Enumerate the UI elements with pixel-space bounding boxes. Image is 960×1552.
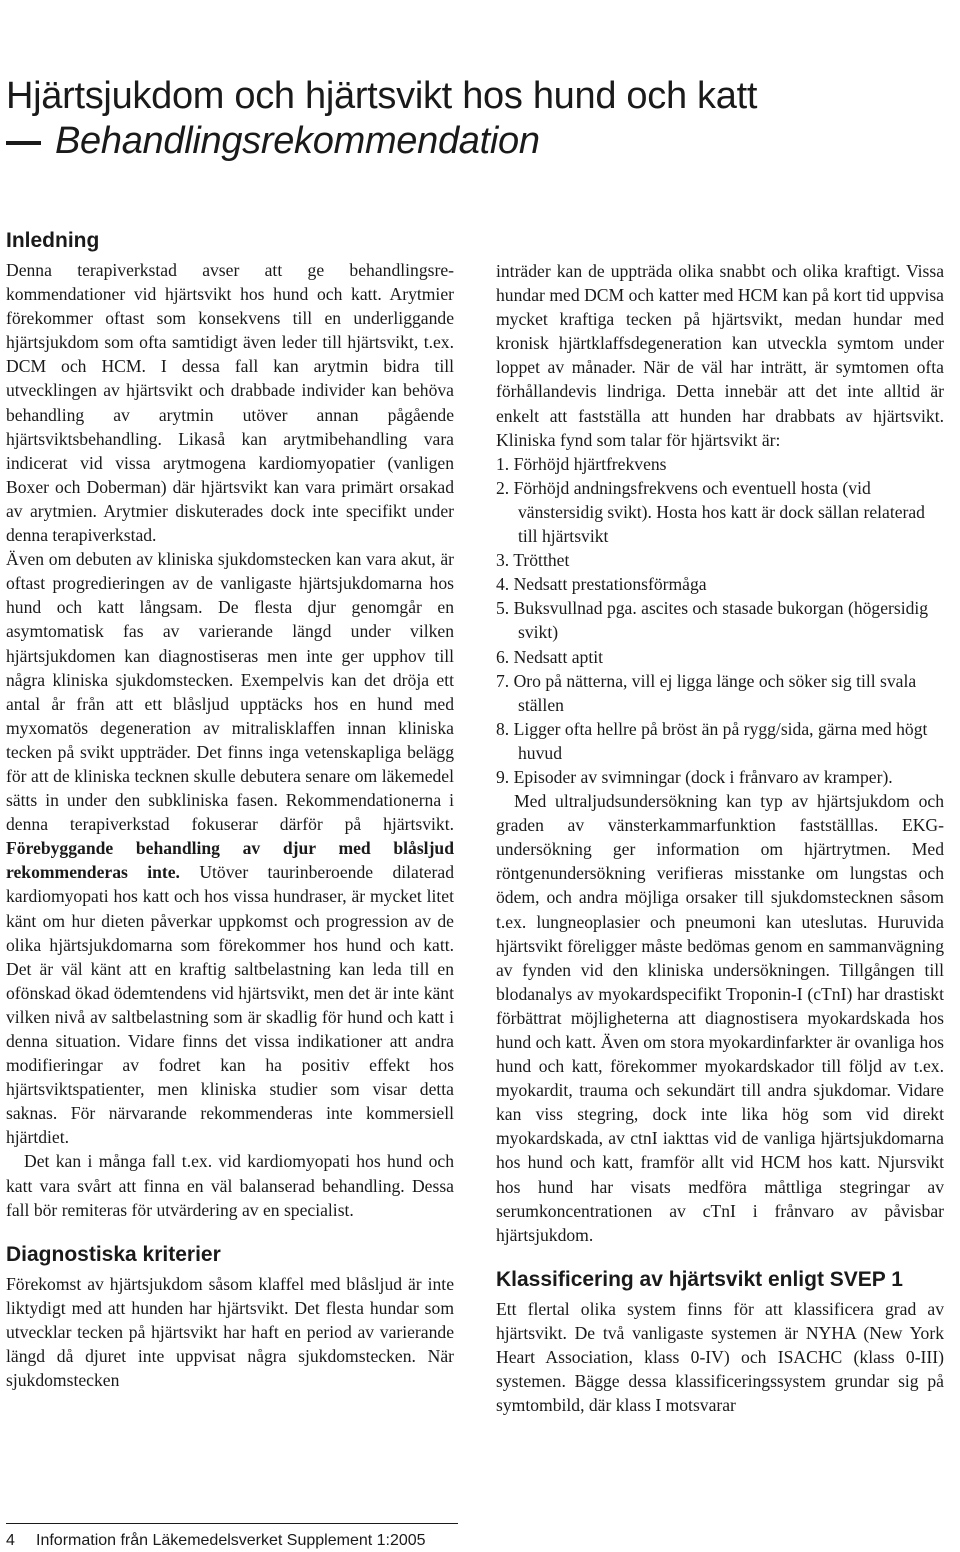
right-column bbox=[496, 259, 944, 1417]
paragraph-diagnostics: Förekomst av hjärtsjukdom såsom klaffel med blåsljud är inte liktydigt med att hunden har hjärtsvikt. Det flesta hundar som utvecklar tecken på hjärtsvikt har haft en period av varierande längd då djuret inte uppvisat några sjukdomstecken. När sjukdomstecken bbox=[6, 1273, 454, 1391]
list-item: 9. Episoder av svimningar (dock i frånvaro av kramper). bbox=[496, 766, 893, 787]
heading-diagnostiska-kriterier: Diagnostiska kriterier bbox=[6, 1242, 221, 1266]
list-item: 3. Trötthet bbox=[496, 550, 570, 571]
paragraph-progression-text-b: Utöver taurinberoende dilaterad kardiomyopati hos katt och hos vissa hundraser, är mycket litet känt om hur dieten påverkar uppkomst och progression av de olika hjärtsjukdomarna som förekommer hos hund och katt. Det är väl känt att en kraftig saltbelastning kan leda till en ofönskad ökad ödemtendens vid hjärtsvikt, men det är inte känt vilken nivå av saltbelastning som är skadlig för hund och katt i denna situation. Vidare finns det vissa indikationer att andra modifieringar av fodret kan ha positiv effekt hos hjärtsviktspatienter, men kliniska studier som visar detta saknas. För närvarande rekommenderas inte kommersiell hjärtdiet. bbox=[6, 862, 454, 1148]
subtitle-text: Behandlingsrekommendation bbox=[55, 120, 540, 162]
heading-klassificering: Klassificering av hjärtsvikt enligt SVEP 1 bbox=[496, 1267, 903, 1291]
paragraph-progression-text-a: Även om debuten av kliniska sjukdomstecken kan vara akut, är oftast progredieringen av de vanligaste hjärtsjukdomarna hos hund och katt långsam. De flesta djur genomgår en asymtomatisk fas av varierande längd under vilken hjärtsjukdomen kan diagnostiseras men inte ger upphov till några kliniska sjukdomstecken. Exempelvis kan det dröja ett antal år från att ett blåsljud upptäcks hos en hund med myxomatös degeneration av mitralisklaffen innan kliniska tecken på svikt uppträder. Det finns inga vetenskapliga belägg för att de kliniska tecknen skulle debutera senare om läkemedel sätts in under den subkliniska fasen. Rekommendationerna i denna terapiverkstad fokuserar därför på hjärtsvikt. bbox=[6, 549, 454, 835]
paragraph-intro: Denna terapiverkstad avser att ge behandlingsrekommendationer vid hjärtsvikt hos hund och katt. Arytmier förekommer oftast som konsekvens till en underliggande hjärtsjukdom som ofta samtidigt även leder till hjärtsvikt, t.ex. DCM och HCM. I dessa fall kan arytmin bidra till utvecklingen av hjärtsvikt och drabbade individer kan behöva behandling av arytmin utöver annan pågående hjärtsviktsbehandling. Likaså kan arytmibehandling vara indicerat vid vissa arytmogena kardiomyopatier (vanligen Boxer och Doberman) där hjärtsvikt kan vara primärt orsakad av arytmien. Arytmier diskuterades dock inte specifikt under denna terapiverkstad. bbox=[6, 260, 454, 546]
clinical-findings-list bbox=[496, 452, 944, 789]
list-item: 8. Ligger ofta hellre på bröst än på rygg/sida, gärna med högt huvud bbox=[496, 718, 928, 763]
paragraph-progression bbox=[6, 547, 454, 1149]
list-item: 6. Nedsatt aptit bbox=[496, 646, 604, 667]
list-item: 1. Förhöjd hjärtfrekvens bbox=[496, 453, 667, 474]
paragraph-symptoms-intro: inträder kan de uppträda olika snabbt och olika kraftigt. Vissa hundar med DCM och katter med HCM kan på kort tid uppvisa mycket kraftiga tecken på hjärtsvikt, medan hundar med kronisk hjärtklaffsdegeneration kan utveckla symtom under loppet av månader. När de väl har inträtt, är symtomen ofta förhållandevis lindriga. Detta innebär att det inte alltid är enkelt att fastställa att hunden har drabbats av hjärtsvikt. Kliniska fynd som talar för hjärtsvikt är: bbox=[496, 261, 944, 450]
publication-name: Information från Läkemedelsverket Supplement 1:2005 bbox=[36, 1532, 426, 1549]
page-title: Hjärtsjukdom och hjärtsvikt hos hund och katt bbox=[6, 75, 758, 117]
list-item: 4. Nedsatt prestationsförmåga bbox=[496, 574, 707, 595]
left-column bbox=[6, 226, 454, 1392]
paragraph-specialist: Det kan i många fall t.ex. vid kardiomyopati hos hund och katt vara svårt att finna en väl balanserad behandling. Dessa fall bör remiteras för utvärdering av en specialist. bbox=[6, 1151, 454, 1220]
heading-inledning: Inledning bbox=[6, 229, 100, 252]
page-footer bbox=[6, 1523, 458, 1551]
paragraph-progression-bold: Förebyggande behandling av djur med blåsljud rekommenderas inte. bbox=[6, 838, 454, 883]
list-item: 2. Förhöjd andningsfrekvens och eventuell hosta (vid vänstersidig svikt). Hosta hos katt är dock sällan relaterad till hjärtsvikt bbox=[496, 477, 925, 547]
list-item: 7. Oro på nätterna, vill ej ligga länge och söker sig till svala ställen bbox=[496, 670, 917, 715]
page-subtitle bbox=[6, 117, 956, 165]
page-number: 4 bbox=[6, 1532, 15, 1549]
paragraph-examination: Med ultraljudsundersökning kan typ av hjärtsjukdom och graden av vänsterkammarfunktion fastställlas. EKG-undersökning ger information om hjärtrytmen. Med röntgenundersökning verifieras misstanke om lungstas och ödem, och andra möjliga orsaker till sjukdomstecknen såsom t.ex. lungneoplasier och pneumoni kan uteslutas. Huruvida hjärtsvikt föreligger måste bedömas genom en sammanvägning av fynden vid den kliniska undersökningen. Tillgången till blodanalys av myokardspecifikt Troponin-I (cTnI) har drastiskt förbättrat möjligheterna att diagnostisera myokardskada hos hund och katt. Även om stora myokardinfarkter är ovanliga hos hund och katt, förekommer myokardskador till följd av t.ex. myokardit, trauma och sekundärt till andra sjukdomar. Vidare kan viss stegring, dock inte lika hög som vid direkt myokardskada, av ctnI iakttas vid de vanliga hjärtsjukdomarna hos hund och katt, framför allt vid HCM hos katt. Njursvikt hos hund har visats medföra måttliga stegringar av serumkoncentrationen av cTnI i frånvaro av påvisbar hjärtsjukdom. bbox=[496, 791, 944, 1245]
list-item: 5. Buksvullnad pga. ascites och stasade bukorgan (högersidig svikt) bbox=[496, 598, 929, 643]
paragraph-classification: Ett flertal olika system finns för att klassificera grad av hjärtsvikt. De två vanligaste systemen är NYHA (New York Heart Association, klass 0-IV) och ISACHC (klass 0-III) systemen. Bägge dessa klassificeringssystem grundar sig på symtombild, där klass I motsvarar bbox=[496, 1298, 944, 1416]
em-dash-rule bbox=[6, 141, 41, 145]
